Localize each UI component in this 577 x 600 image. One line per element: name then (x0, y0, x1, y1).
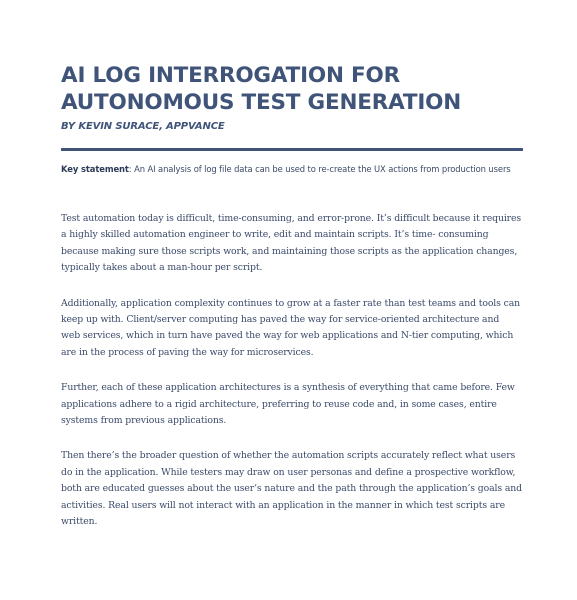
paragraph-line: written. (61, 516, 98, 528)
paragraph-line: are in the process of paving the way for microservices. (61, 346, 314, 358)
key-statement (61, 162, 511, 176)
title-line: AUTONOMOUS TEST GENERATION (61, 90, 462, 115)
body-paragraph (61, 296, 524, 362)
paragraph-line: Then there’s the broader question of whether the automation scripts accurately reflect what users (61, 450, 516, 462)
article-title (61, 62, 531, 116)
paragraph-line: typically takes about a man-hour per script. (61, 262, 263, 274)
key-statement-text: : An AI analysis of log file data can be used to re-create the UX actions from production users (128, 164, 511, 174)
paragraph-line: do in the application. While testers may draw on user personas and define a prospective workflow, (61, 466, 516, 478)
body-paragraph (61, 380, 524, 429)
paragraph-line: because making sure those scripts work, and maintaining those scripts as the application changes, (61, 245, 518, 257)
title-divider (61, 148, 523, 151)
title-line: AI LOG INTERROGATION FOR (61, 63, 400, 88)
body-paragraph (61, 448, 524, 530)
paragraph-line: applications adhere to a rigid architecture, preferring to reuse code and, in some cases, entire (61, 398, 497, 410)
byline: BY KEVIN SURACE, APPVANCE (61, 121, 225, 132)
paragraph-line: activities. Real users will not interact with an application in the manner in which test scripts are (61, 499, 505, 511)
paragraph-line: both are educated guesses about the user’s nature and the path through the application’s goals and (61, 483, 522, 495)
paragraph-line: web services, which in turn have paved the way for web applications and N-tier computing, which (61, 330, 514, 342)
paragraph-line: keep up with. Client/server computing has paved the way for service-oriented architecture and (61, 314, 500, 326)
body-paragraph (61, 211, 524, 277)
article-body (61, 211, 524, 550)
paragraph-line: Additionally, application complexity continues to grow at a faster rate than test teams and tools can (61, 297, 521, 309)
paragraph-line: a highly skilled automation engineer to write, edit and maintain scripts. It’s time- consuming (61, 229, 489, 241)
paragraph-line: Further, each of these application architectures is a synthesis of everything that came before. Few (61, 382, 515, 394)
key-statement-label: Key statement (61, 164, 129, 174)
paragraph-line: Test automation today is difficult, time-consuming, and error-prone. It’s difficult because it requires (61, 213, 522, 224)
paragraph-line: systems from previous applications. (61, 415, 227, 427)
